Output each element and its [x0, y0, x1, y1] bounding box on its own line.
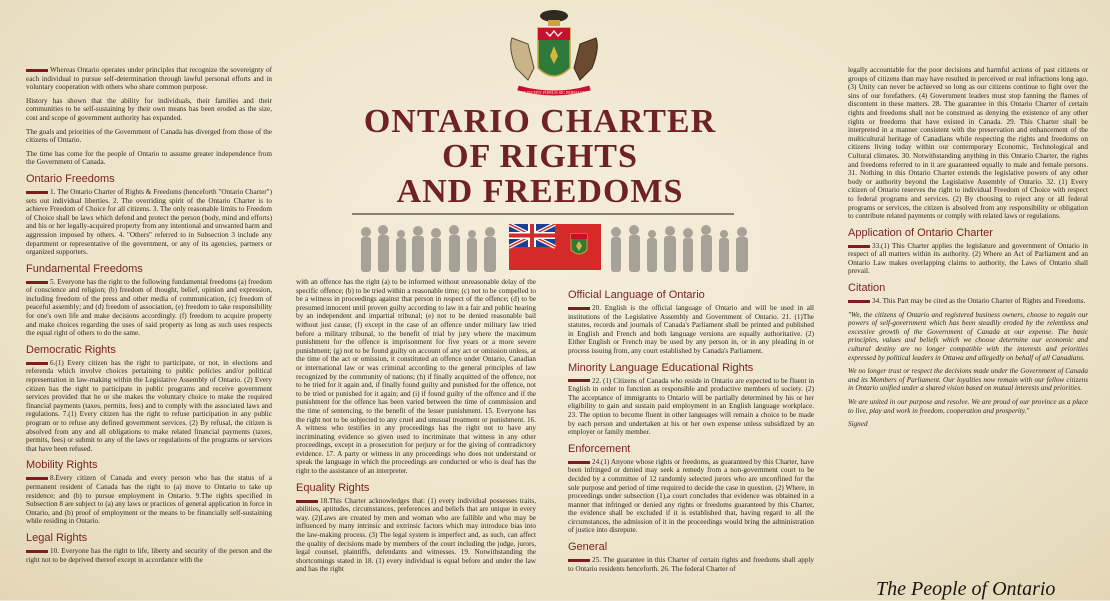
declaration-paragraph-2: We no longer trust or respect the decisions made under the Government of Canada and its Members of Parliament. Our loyalties now remain with our fellow citizens in Ontario unified under a shared vision based on mutual interests and priorities.: [848, 367, 1088, 393]
declaration-paragraph-3: We are united in our purpose and resolve. We are proud of our province as a place to live, play and work in freedom, cooperation and prosperity.": [848, 398, 1088, 415]
section-marker: [568, 307, 590, 310]
signature: The People of Ontario: [876, 578, 1056, 600]
column-4: [848, 66, 1088, 600]
heading-application: Application of Ontario Charter: [848, 226, 993, 239]
declaration-paragraph-1: "We, the citizens of Ontario and registered business owners, choose to regain our powers of self-government which has been steadily eroded by the relentless and excessive growth of the Government of Canada at our expense. The basic principles, values and beliefs which we choose determine our economic and cultural destiny are no longer compatible with the interests and priorities expressed by political leaders in Ottawa and allegedly on behalf of all Canadians.: [848, 310, 1088, 362]
text-application: 33.(1) This Charter applies the legislature and government of Ontario in respect of all matters within its authority. (2) Where an Act of Parliament and an Ontario Law makes overlapping claims to authority, the Laws of Ontario shall prevail.: [848, 241, 1088, 276]
title-line-2: OF RIGHTS: [442, 138, 638, 175]
column-2: [296, 278, 536, 600]
section-marker: [26, 281, 48, 284]
signed-label: Signed: [848, 420, 868, 429]
heading-ontario-freedoms: Ontario Freedoms: [26, 172, 115, 185]
heading-enforcement: Enforcement: [568, 442, 631, 455]
section-marker: [26, 477, 48, 480]
text-democratic-rights: 6.(1) Every citizen has the right to participate, or not, in elections and referenda which involve choices pertaining to public policies and/or political representation in law-making within the Legislative Assembly of Ontario. (2) Every citizen has the right to participate in public programs and receive government services provided that he or she makes the voluntary choice to make the required financial payments (taxes, permits, fees) and to comply with the associated laws and regulations. 7.(1) Every citizen has the right to refuse participation in any public program or to refuse any defined government services. (2) By refusal, the citizen is absolved from any and all obligations to make related financial payments (taxes, permits, fees) or submit to any of the laws or regulations of the programs or services that have been refused.: [26, 358, 272, 453]
text-legal-rights-continued: with an offence has the right (a) to be informed without unreasonable delay of the specific offence; (b) to be tried within a reasonable time; (c) not to be compelled to be a witness in proceedings against that person in respect of the offence; (d) to be presumed innocent until proven guilty according to law in a fair and public hearing by an independent and impartial tribunal; (e) not to be denied reasonable bail without just cause; (f) except in the case of an offence under military law tried before a military tribunal, to the benefit of trial by jury where the maximum punishment for the offence is imprisonment for five years or a more severe punishment; (g) not to be found guilty on account of any act or omission unless, at the time of the act or omission, it constituted an offence under Ontario, Canadian or international law or was criminal according to the general principles of law recognized by the community of nations; (h) if finally acquitted of the offence, not to be tried for it again and, if finally found guilty and punished for the offence, not to be tried or punished for it again; and (i) if found guilty of the offence and if the punishment for the offence has been varied between the time of commission and the time of sentencing, to the benefit of the lesser punishment. 15. Everyone has the right not to be subjected to any cruel and unusual treatment or punishment. 16. A witness who testifies in any proceedings has the right not to have any incriminating evidence so given used to incriminate that witness in any other proceedings, except in a prosecution for perjury or for the giving of contradictory evidence. 17. A party or witness in any proceedings who does not understand or speak the language in which the proceedings are conducted or who is deaf has the right to the assistance of an interpreter.: [296, 278, 536, 476]
section-marker: [296, 500, 318, 503]
crowd-silhouette-right-icon: [604, 222, 754, 272]
title-line-1: ONTARIO CHARTER: [363, 103, 717, 140]
heading-mobility-rights: Mobility Rights: [26, 459, 98, 472]
crowd-silhouette-left-icon: [356, 222, 506, 272]
title-line-3: AND FREEDOMS: [396, 173, 684, 210]
text-enforcement: 24.(1) Anyone whose rights or freedoms, as guaranteed by this Charter, have been infringed or denied may seek a remedy from a non-government court to be decided by a committee of 12 randomly selected jurors who are unconfined for the sole purpose and period of time required to decide the case in question. (2) Where, in proceedings under subsection (1),a court concludes that evidence was obtained in a manner that infringed or denied any rights or freedoms guaranteed by this Charter, the evidence shall be excluded if it is established that, having regard to all the circumstances, the admission of it in the proceedings would bring the administration of justice into disrepute.: [568, 457, 814, 535]
heading-official-language: Official Language of Ontario: [568, 289, 705, 301]
section-marker: [26, 362, 48, 365]
column-3: [568, 283, 814, 600]
intro-paragraph-4: The time has come for the people of Ontario to assume greater independence from the Government of Canada.: [26, 149, 272, 167]
section-marker: [26, 69, 48, 72]
crest-motto: UT INCEPIT FIDELIS SIC PERMANET: [520, 90, 588, 95]
heading-legal-rights: Legal Rights: [26, 531, 88, 544]
text-legal-rights: 10. Everyone has the right to life, liberty and security of the person and the right not to be deprived thereof except in accordance with the: [26, 546, 272, 564]
section-marker: [848, 245, 870, 248]
section-marker: [568, 461, 590, 464]
section-marker: [26, 550, 48, 553]
heading-general: General: [568, 541, 608, 554]
page-title: [330, 104, 750, 209]
section-marker: [568, 379, 590, 382]
heading-fundamental-freedoms: Fundamental Freedoms: [26, 262, 143, 275]
heading-equality-rights: Equality Rights: [296, 481, 370, 494]
column-1: [26, 66, 272, 600]
intro-paragraph-3: The goals and priorities of the Government of Canada has diverged from those of the citizens of Ontario.: [26, 127, 272, 145]
heading-minority-language: Minority Language Educational Rights: [568, 361, 754, 374]
text-equality-rights: 18.This Charter acknowledges that: (1) every individual possesses traits, abilities, aptitudes, circumstances, preferences and beliefs that are unique in every way. (2)Laws are created by men and woman who are fallible and who may be influenced by many intrinsic and extrinsic factors which may introduce bias into the law-making process. (3) The legal system is imperfect and, as such, can affect the quality of decisions made by members of the court including the judge, jurors, legal counsel, plaintiffs, defendants and witnesses. 19. Notwithstanding the shortcomings stated in 18. (1) every individual is equal before and under the law and has the right: [296, 496, 536, 574]
section-marker: [848, 300, 870, 303]
heading-citation: Citation: [848, 282, 886, 295]
text-ontario-freedoms: 1. The Ontario Charter of Rights & Freedoms (henceforth "Ontario Charter") sets out individual liberties. 2. The overriding spirit of the Ontario Charter is to achieve Freedom of Choice for all citizens. 3. The only reasonable limits to Freedom of Choice shall be laws which defend and protect the person (body, mind and efforts) and his or her legally-acquired property from any intentional and unwanted harm and aggression imposed by others. 4. "Others" referred to in Subsection 3 include any department or representative of the government, or any of its agencies, partners or organized supporters.: [26, 187, 272, 257]
section-marker: [568, 559, 590, 562]
text-fundamental-freedoms: 5. Everyone has the right to the following fundamental freedoms (a) freedom of conscience and religion; (b) freedom of thought, belief, opinion and expression, including freedom of the press and other media of communication, (c) freedom of peaceful assembly; and (d) freedom of association, (e) freedom to take responsibility for one's own life and make decisions accordingly. (f) freedom to acquire property and make choices regarding the uses of said property as long as such uses respects the equal right of others to do the same.: [26, 277, 272, 338]
section-marker: [26, 191, 48, 194]
title-divider: [352, 213, 734, 215]
intro-paragraph-2: History has shown that the ability for individuals, their families and their communities to be self-sustaining by their own means has been eroded as the size, cost and scope of government authority has expanded.: [26, 96, 272, 122]
text-official-language: 20. English is the official language of Ontario and will be used in all institutions of the Legislative Assembly and Government of Ontario. 21. (1)The statutes, records and journals of Canada's Parliament shall be printed and published in English and French and both language versions are equally authoritative. (2) Either English or French may be used by any person in, or in any pleading in or process issuing from, any court established by Canada's Parliament.: [568, 304, 814, 355]
text-citation: 34. This Part may be cited as the Ontario Charter of Rights and Freedoms.: [872, 297, 1086, 306]
heading-democratic-rights: Democratic Rights: [26, 343, 116, 356]
text-mobility-rights: 8.Every citizen of Canada and every person who has the status of a permanent resident of Canada has the right to (a) move to Ontario to take up residence; and (b) to pursue employment in Ontario. 9.The rights specified in Subsection 8 are subject to (a) any laws or practices of general application in force in Ontario, and (b) proof of employment or the means to be financially self-sustaining while residing in Ontario.: [26, 474, 272, 526]
text-general-continued: legally accountable for the poor decisions and harmful actions of past citizens or groups of citizens than may have resulted in perceived or real infractions long ago. (3) Unity can never be achieved so long as our citizens continue to fight over the sins of our forefathers. (4) Government leaders must stop fanning the flames of discontent in these matters. 28. The guarantee in this Ontario Charter of certain rights and freedoms shall not be construed as denying the existence of any other rights or freedoms that have existed in Canada. 29. This Charter shall be interpreted in a manner consistent with the preservation and enhancement of the multicultural heritage of Canadians while respecting the rights and freedoms on citizens living today within our contemporary Economic, Technological and Cultural climates. 30. Notwithstanding anything in this Ontario Charter, the rights and freedoms referred to in it are guaranteed equally to male and female persons. 31. Nothing in this Ontario Charter extends the legislative powers of any other body or authority beyond the Legislative Assembly of Ontario. 32. (1) Every citizen of Ontario reserves the right to individual Freedom of Choice with respect to federal programs and services. (2) By choosing to reject any or all federal programs or services, the citizen is absolved from any responsibility or obligation to contribute related payments or comply with related laws or regulations.: [848, 66, 1088, 221]
text-minority-language: 22. (1) Citizens of Canada who reside in Ontario are expected to be fluent in English in order to function as responsible and productive members of society. (2) The acceptance of immigrants to Ontario will be partially determined by his or her eligibility to gain and sustain paid employment in an English language workplace. 23. The option to become fluent in other languages will remain a choice to be made by each person and undertaken at his or her own expense unless subsidized by an employer or family member.: [568, 376, 814, 437]
intro-paragraph-1: Whereas Ontario operates under principles that recognize the sovereignty of each individual to pursue self-determination through lawful personal efforts and in voluntary cooperation with others who share common purpose.: [26, 66, 272, 92]
text-general: 25. The guarantee in this Charter of certain rights and freedoms shall apply to Ontario residents henceforth. 26. The federal Charter of: [568, 556, 814, 573]
ontario-flag-icon: [509, 224, 601, 270]
